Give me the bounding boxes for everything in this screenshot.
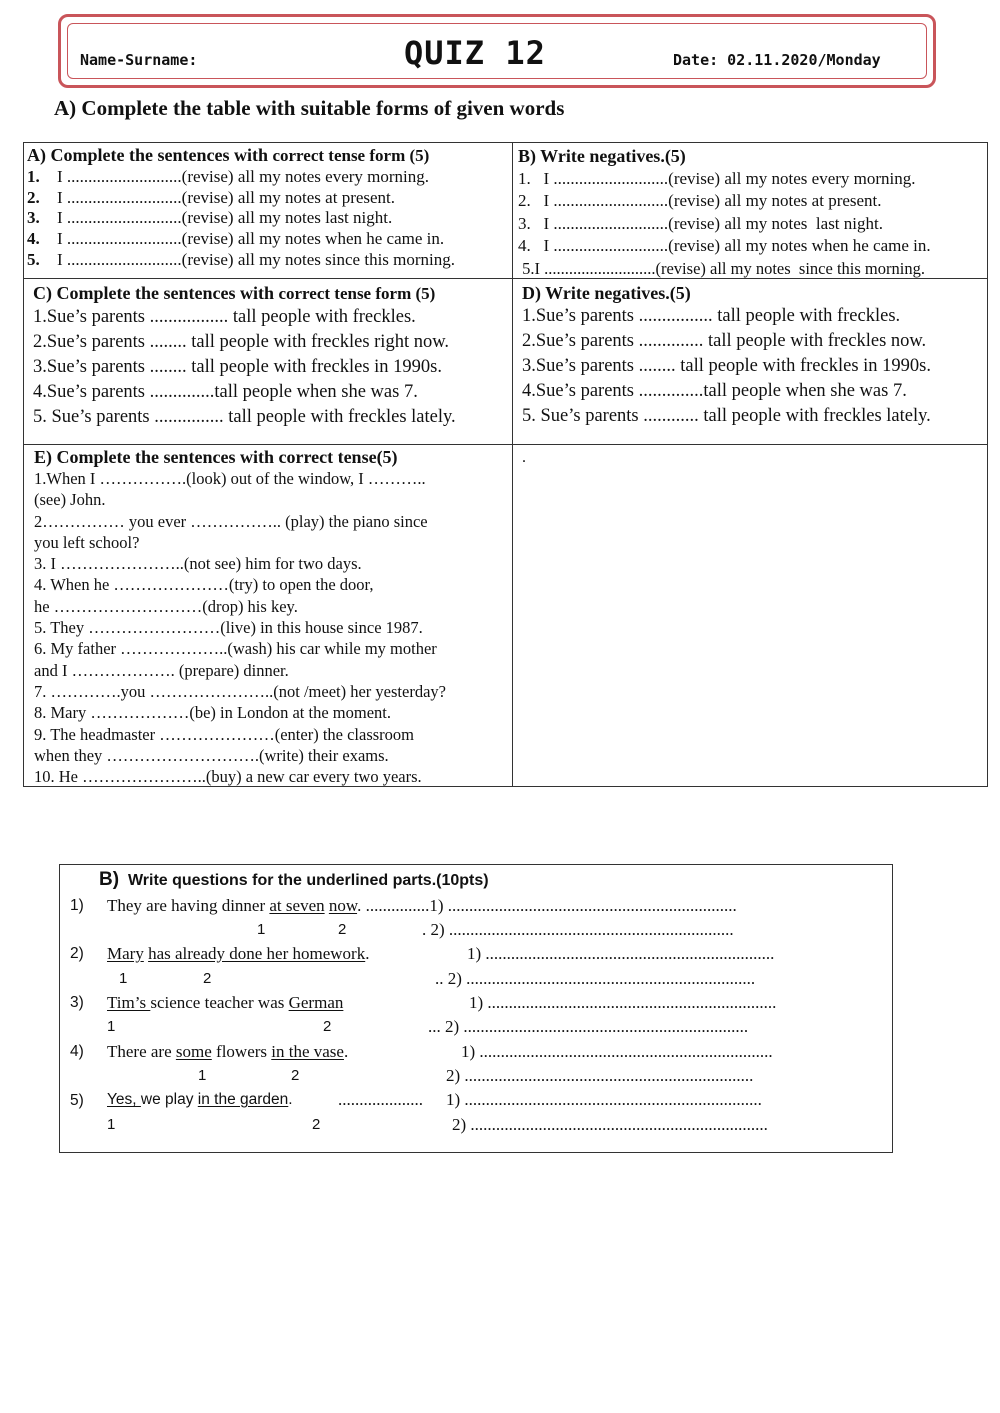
part-index: 1 — [107, 1018, 116, 1035]
question-number: 2) — [70, 945, 84, 962]
section-c-item: 1.Sue’s parents ................. tall people with freckles. — [33, 307, 416, 327]
underlined-part: in the garden — [197, 1091, 289, 1108]
part-index: 2 — [338, 921, 347, 938]
section-e-line: 4. When he …………………(try) to open the door, — [34, 575, 374, 595]
part-index: 2 — [203, 970, 212, 987]
part-index: 1 — [257, 921, 266, 938]
section-c-item: 4.Sue’s parents ..............tall people when she was 7. — [33, 382, 418, 402]
section-d-item: 5. Sue’s parents ............ tall people with freckles lately. — [522, 406, 931, 426]
question-5-dots: .................... — [338, 1090, 423, 1109]
question-1-sentence: They are having dinner at seven now. ...............1) .................................................................... — [107, 896, 737, 915]
section-d-item: 3.Sue’s parents ........ tall people with freckles in 1990s. — [522, 356, 931, 376]
section-e-line: 1.When I …………….(look) out of the window, I ……….. — [34, 469, 426, 488]
underlined-part: at seven — [269, 896, 325, 915]
section-c-title: C) Complete the sentences with correct tense form (5) — [33, 283, 436, 303]
underlined-part: some — [175, 1042, 212, 1061]
underlined-part: in the vase — [271, 1042, 344, 1061]
part-index: 2 — [323, 1018, 332, 1035]
part-index: 1 — [107, 1116, 116, 1133]
answer-line-2: . 2) ................................................................... — [422, 920, 734, 939]
section-e-line: 8. Mary ………………(be) in London at the moment. — [34, 703, 391, 723]
section-a — [27, 145, 455, 271]
section-b-title: B) Write negatives.(5) — [518, 146, 686, 166]
table-row-divider — [23, 444, 988, 445]
section-e-line: 5. They ……………………(live) in this house since 1987. — [34, 618, 423, 638]
underlined-part: has already done her homework — [148, 944, 366, 963]
section-b-item: 1. I ...........................(revise) all my notes every morning. — [518, 168, 916, 188]
question-number: 1) — [70, 897, 84, 914]
name-surname-label: Name-Surname: — [80, 51, 198, 69]
part-index: 2 — [291, 1067, 300, 1084]
part-index: 2 — [312, 1116, 321, 1133]
main-instruction: A) Complete the table with suitable forms of given words — [54, 96, 565, 120]
section-c — [33, 282, 456, 430]
section-a-item: 3. I ...........................(revise) all my notes last night. — [27, 208, 393, 228]
answer-line-2: ... 2) ................................................................... — [428, 1017, 749, 1036]
section-a-item: 1. I ...........................(revise) all my notes every morning. — [27, 166, 430, 186]
question-3-sentence: Tim’s science teacher was German — [107, 993, 344, 1012]
answer-line-2: 2) ...................................................................... — [452, 1115, 768, 1134]
answer-line-1: 1) ...................................................................... — [446, 1090, 762, 1109]
questions-title: B) Write questions for the underlined parts.(10pts) — [99, 869, 489, 890]
answer-line-2: .. 2) .................................................................... — [435, 969, 756, 988]
section-e-line: 3. I …………………..(not see) him for two days. — [34, 554, 362, 574]
question-number: 3) — [70, 994, 84, 1011]
empty-cell-mark: . — [522, 449, 526, 466]
section-b — [518, 145, 931, 281]
underlined-part: Tim’s — [107, 993, 151, 1012]
section-d — [522, 282, 931, 429]
answer-line-1: 1) ..................................................................... — [461, 1042, 773, 1061]
section-b-item: 2. I ...........................(revise) all my notes at present. — [518, 191, 882, 211]
quiz-date: Date: 02.11.2020/Monday — [673, 51, 881, 69]
section-e-line: you left school? — [34, 532, 140, 552]
section-b-item: 4. I ...........................(revise) all my notes when he came in. — [518, 236, 931, 256]
section-e-line: 2…………… you ever …………….. (play) the piano since — [34, 511, 428, 531]
section-e-line: 6. My father ………………..(wash) his car while my mother — [34, 639, 437, 659]
part-index: 1 — [198, 1067, 207, 1084]
section-c-item: 3.Sue’s parents ........ tall people with freckles in 1990s. — [33, 357, 442, 377]
question-number: 5) — [70, 1092, 84, 1109]
section-a-item: 4. I ...........................(revise) all my notes when he came in. — [27, 229, 445, 249]
section-a-item: 2. I ...........................(revise) all my notes at present. — [27, 187, 396, 207]
section-d-title: D) Write negatives.(5) — [522, 283, 691, 303]
section-e-line: when they ……………………….(write) their exams. — [34, 745, 389, 765]
underlined-part: now — [328, 896, 358, 915]
section-b-item: 3. I ...........................(revise) all my notes last night. — [518, 213, 883, 233]
section-a-item: 5. I ...........................(revise) all my notes since this morning. — [27, 249, 456, 269]
underlined-part: Mary — [107, 944, 144, 963]
quiz-title: QUIZ 12 — [404, 34, 546, 72]
answer-line-1: 1) .................................................................... — [469, 993, 777, 1012]
section-e-line: 7. ………….you …………………..(not /meet) her yesterday? — [34, 681, 446, 701]
section-d-item: 2.Sue’s parents .............. tall people with freckles now. — [522, 331, 927, 351]
underlined-part: Yes, — [107, 1091, 141, 1108]
part-index: 1 — [119, 970, 128, 987]
section-c-item: 5. Sue’s parents ............... tall people with freckles lately. — [33, 407, 456, 427]
section-e — [34, 447, 504, 787]
question-2-sentence: Mary has already done her homework. — [107, 944, 370, 963]
section-e-line: he ………………………(drop) his key. — [34, 596, 298, 616]
section-e-line: 10. He …………………..(buy) a new car every two years. — [34, 767, 422, 787]
table-column-divider — [512, 142, 513, 787]
section-e-line: (see) John. — [34, 490, 106, 510]
question-number: 4) — [70, 1043, 84, 1060]
answer-line-1: 1) .................................................................... — [467, 944, 775, 963]
section-a-title: A) Complete the sentences with correct tense form (5) — [27, 145, 430, 165]
section-c-item: 2.Sue’s parents ........ tall people with freckles right now. — [33, 332, 449, 352]
section-d-item: 4.Sue’s parents ..............tall people when she was 7. — [522, 381, 907, 401]
answer-line-2: 2) .................................................................... — [446, 1066, 754, 1085]
section-e-line: 9. The headmaster …………………(enter) the classroom — [34, 724, 415, 744]
question-5-sentence: Yes, we play in the garden. — [107, 1091, 293, 1108]
question-4-sentence: There are some flowers in the vase. — [107, 1042, 349, 1061]
section-e-title: E) Complete the sentences with correct tense(5) — [34, 447, 398, 467]
section-e-line: and I ………………. (prepare) dinner. — [34, 660, 289, 680]
section-d-item: 1.Sue’s parents ................ tall people with freckles. — [522, 306, 901, 326]
underlined-part: German — [288, 993, 344, 1012]
section-b-item: 5.I ...........................(revise) all my notes since this morning. — [518, 258, 925, 278]
